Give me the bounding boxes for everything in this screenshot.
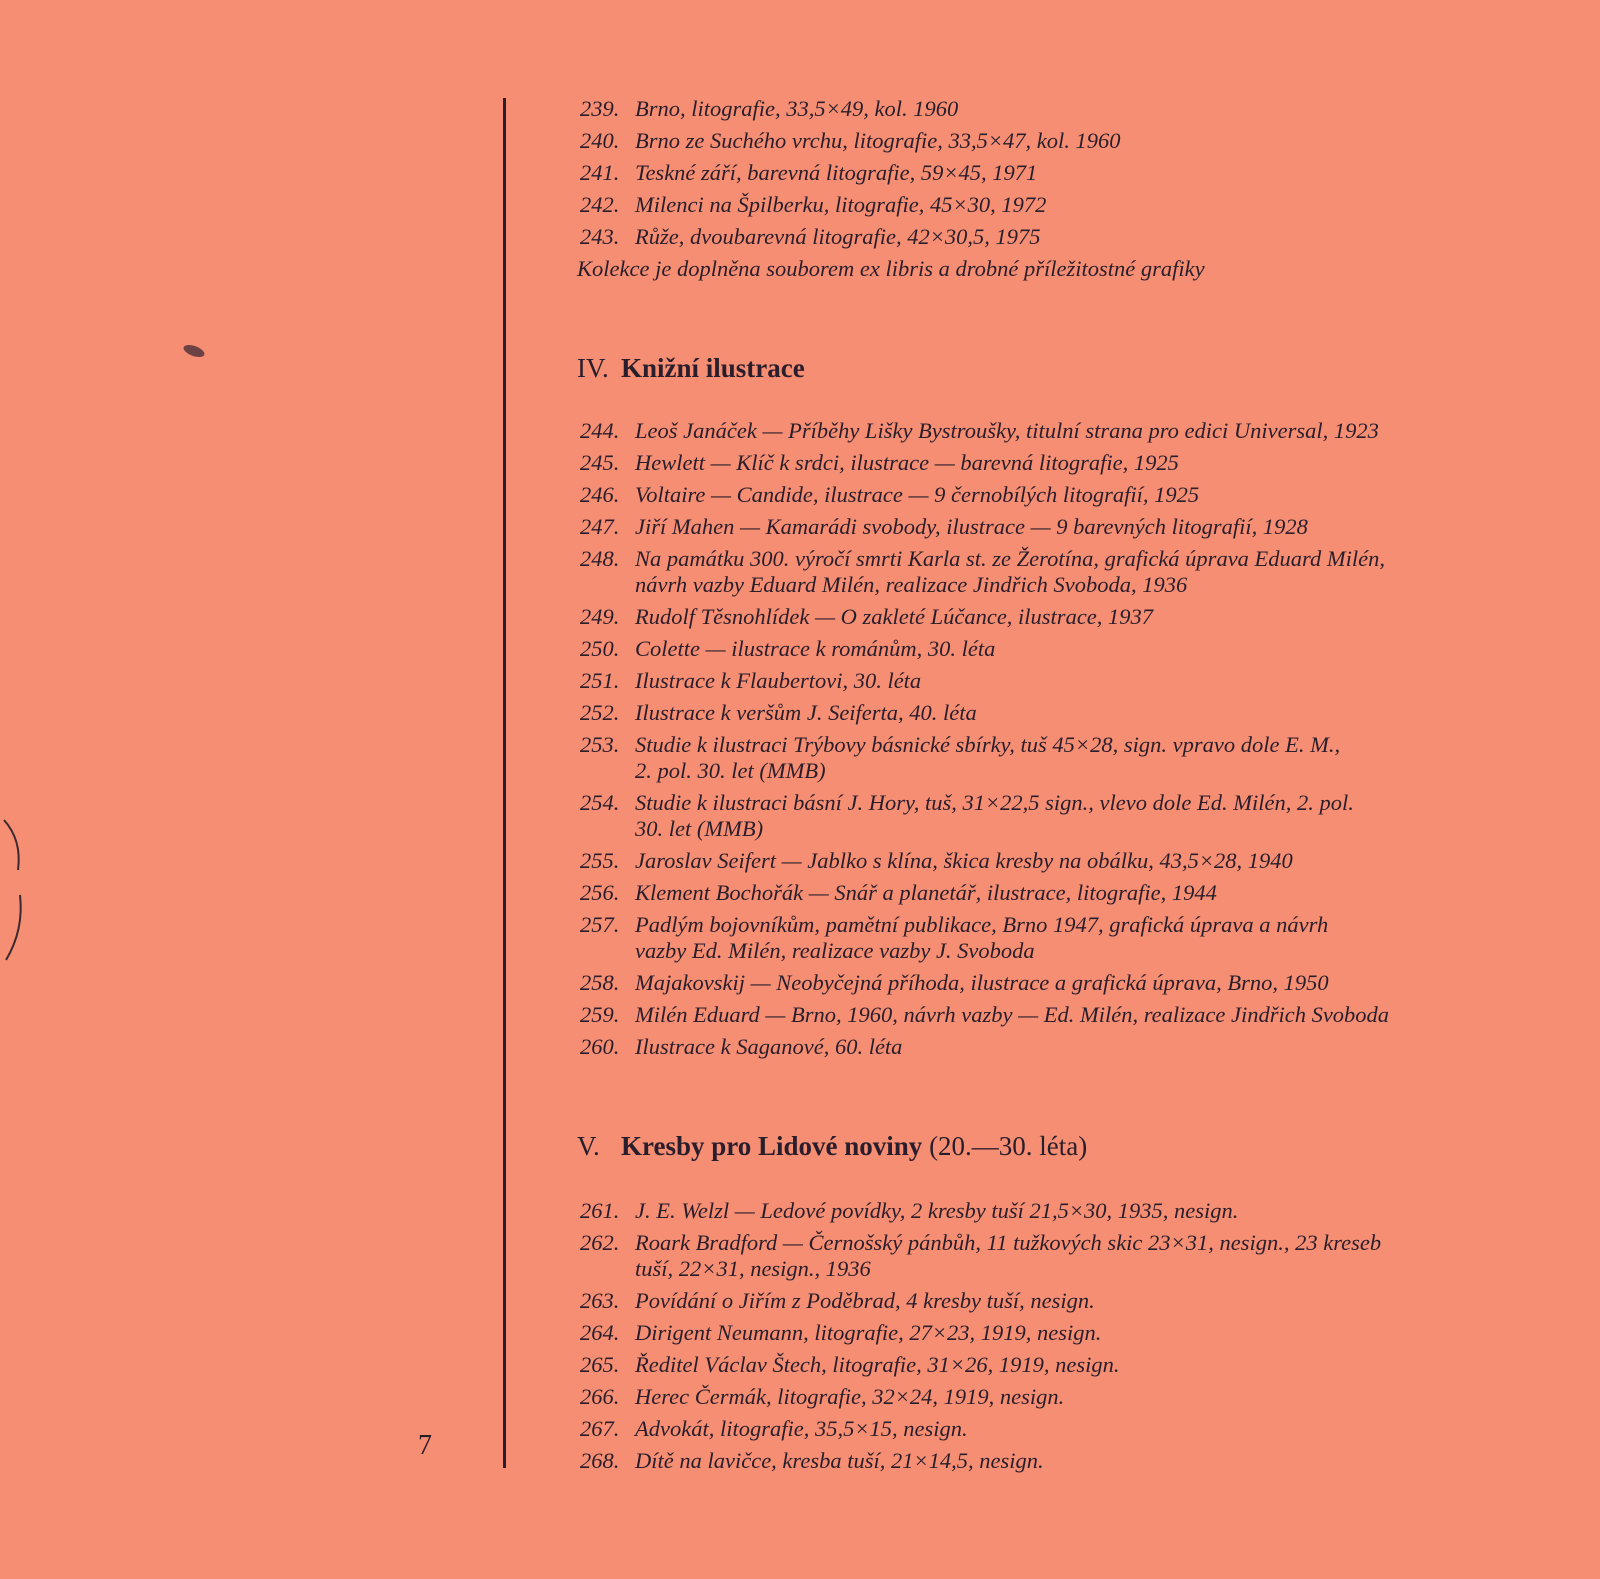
catalog-entry	[580, 1230, 1580, 1282]
entry-text	[635, 1352, 1580, 1378]
entry-text	[635, 700, 1580, 726]
entry-line: Ilustrace k veršům J. Seiferta, 40. léta	[635, 700, 977, 725]
entry-text	[635, 790, 1580, 842]
entry-line: Herec Čermák, litografie, 32×24, 1919, nesign.	[635, 1384, 1065, 1409]
entry-text	[635, 970, 1580, 996]
entry-text	[635, 546, 1580, 598]
catalog-entry	[580, 1198, 1580, 1224]
entry-line: J. E. Welzl — Ledové povídky, 2 kresby tuší 21,5×30, 1935, nesign.	[635, 1198, 1239, 1223]
entry-line: Majakovskij — Neobyčejná příhoda, ilustrace a grafická úprava, Brno, 1950	[635, 970, 1329, 995]
entry-text: Milenci na Špilberku, litografie, 45×30, 1972	[635, 192, 1047, 217]
entry-number: 254.	[580, 790, 620, 815]
section-numeral: V.	[577, 1131, 600, 1161]
entry-line: 2. pol. 30. let (MMB)	[635, 758, 826, 783]
entry-line: Leoš Janáček — Příběhy Lišky Bystroušky, titulní strana pro edici Universal, 1923	[635, 418, 1379, 443]
catalog-entry	[580, 1034, 1580, 1060]
catalog-entry	[580, 96, 1580, 122]
entry-text	[635, 732, 1580, 784]
entry-text	[635, 418, 1580, 444]
entry-text	[635, 1448, 1580, 1474]
entry-text	[635, 514, 1580, 540]
entry-line: Ilustrace k Saganové, 60. léta	[635, 1034, 903, 1059]
entry-number: 249.	[580, 604, 620, 629]
entry-line: Hewlett — Klíč k srdci, ilustrace — barevná litografie, 1925	[635, 450, 1179, 475]
entry-line: Jiří Mahen — Kamarádi svobody, ilustrace — 9 barevných litografií, 1928	[635, 514, 1308, 539]
entry-line: Ředitel Václav Štech, litografie, 31×26, 1919, nesign.	[635, 1352, 1120, 1377]
entry-number: 263.	[580, 1288, 620, 1313]
entry-number: 253.	[580, 732, 620, 757]
entry-number: 260.	[580, 1034, 620, 1059]
catalog-entry	[580, 790, 1580, 842]
entry-line: Studie k ilustraci básní J. Hory, tuš, 31×22,5 sign., vlevo dole Ed. Milén, 2. pol.	[635, 790, 1354, 815]
entry-number: 266.	[580, 1384, 620, 1409]
catalog-entry	[580, 1384, 1580, 1410]
entry-text	[635, 668, 1580, 694]
entry-line: tuší, 22×31, nesign., 1936	[635, 1256, 871, 1281]
entry-text	[635, 450, 1580, 476]
entry-number: 267.	[580, 1416, 620, 1441]
entry-text	[635, 880, 1580, 906]
entry-line: Dirigent Neumann, litografie, 27×23, 1919, nesign.	[635, 1320, 1102, 1345]
entry-line: 30. let (MMB)	[635, 816, 764, 841]
entry-line: Ilustrace k Flaubertovi, 30. léta	[635, 668, 922, 693]
catalog-entry	[580, 880, 1580, 906]
entry-number: 244.	[580, 418, 620, 443]
catalog-entry	[580, 450, 1580, 476]
entry-number: 257.	[580, 912, 620, 937]
entry-number: 246.	[580, 482, 620, 507]
entry-text: Teskné září, barevná litografie, 59×45, 1971	[635, 160, 1038, 185]
catalog-entry	[580, 604, 1580, 630]
binding-staple-marks	[0, 800, 40, 1000]
catalog-entry	[580, 128, 1580, 154]
illustration-list	[580, 418, 1580, 1060]
entry-text	[635, 1034, 1580, 1060]
entry-line: Studie k ilustraci Trýbovy básnické sbírky, tuš 45×28, sign. vpravo dole E. M.,	[635, 732, 1341, 757]
catalog-entry	[580, 700, 1580, 726]
entry-number: 239.	[580, 96, 620, 121]
entry-text	[635, 1320, 1580, 1346]
catalog-entry	[580, 1288, 1580, 1314]
entry-line: Na památku 300. výročí smrti Karla st. ze Žerotína, grafická úprava Eduard Milén,	[635, 546, 1385, 571]
catalog-entry	[580, 1416, 1580, 1442]
entry-text	[635, 636, 1580, 662]
catalog-entry	[580, 970, 1580, 996]
entry-text	[635, 1288, 1580, 1314]
entry-text	[635, 1198, 1580, 1224]
entry-number: 264.	[580, 1320, 620, 1345]
entry-text	[635, 848, 1580, 874]
catalog-entry	[580, 1448, 1580, 1474]
entry-number: 255.	[580, 848, 620, 873]
entry-line: Padlým bojovníkům, pamětní publikace, Brno 1947, grafická úprava a návrh	[635, 912, 1329, 937]
entry-number: 241.	[580, 160, 620, 185]
entry-number: 243.	[580, 224, 620, 249]
entry-line: Milén Eduard — Brno, 1960, návrh vazby — Ed. Milén, realizace Jindřich Svoboda	[635, 1002, 1390, 1027]
paper-speck	[182, 343, 206, 360]
catalog-entry	[580, 1320, 1580, 1346]
entry-number: 242.	[580, 192, 620, 217]
drawings-list	[580, 1198, 1580, 1474]
entry-line: Roark Bradford — Černošský pánbůh, 11 tužkových skic 23×31, nesign., 23 kreseb	[635, 1230, 1382, 1255]
vertical-rule	[503, 98, 506, 1468]
collection-note: Kolekce je doplněna souborem ex libris a drobné příležitostné grafiky	[577, 256, 1205, 281]
section-title-period: (20.—30. léta)	[929, 1131, 1088, 1161]
entry-number: 268.	[580, 1448, 620, 1473]
entry-text	[635, 604, 1580, 630]
entry-number: 250.	[580, 636, 620, 661]
entry-text	[635, 1416, 1580, 1442]
entry-text: Brno, litografie, 33,5×49, kol. 1960	[635, 96, 959, 121]
catalog-entry	[580, 224, 1580, 250]
entry-line: Voltaire — Candide, ilustrace — 9 černobílých litografií, 1925	[635, 482, 1200, 507]
catalog-entry	[580, 418, 1580, 444]
catalog-entry	[580, 514, 1580, 540]
entry-line: Jaroslav Seifert — Jablko s klína, škica kresby na obálku, 43,5×28, 1940	[635, 848, 1293, 873]
catalog-entry	[580, 1002, 1580, 1028]
entry-number: 256.	[580, 880, 620, 905]
entry-number: 259.	[580, 1002, 620, 1027]
catalog-entry	[580, 160, 1580, 186]
entry-number: 240.	[580, 128, 620, 153]
entry-line: vazby Ed. Milén, realizace vazby J. Svoboda	[635, 938, 1035, 963]
entry-text: Růže, dvoubarevná litografie, 42×30,5, 1975	[635, 224, 1041, 249]
catalog-entry	[580, 546, 1580, 598]
entry-text	[635, 482, 1580, 508]
catalog-entry	[580, 668, 1580, 694]
entry-number: 252.	[580, 700, 620, 725]
entry-line: Povídání o Jiřím z Poděbrad, 4 kresby tuší, nesign.	[635, 1288, 1095, 1313]
section-heading-v	[577, 1130, 1580, 1162]
entry-line: Colette — ilustrace k románům, 30. léta	[635, 636, 996, 661]
entry-line: Klement Bochořák — Snář a planetář, ilustrace, litografie, 1944	[635, 880, 1217, 905]
entry-line: Dítě na lavičce, kresba tuší, 21×14,5, nesign.	[635, 1448, 1044, 1473]
catalog-entry	[580, 732, 1580, 784]
entry-line: Advokát, litografie, 35,5×15, nesign.	[635, 1416, 968, 1441]
section-heading-iv	[577, 352, 1580, 384]
entry-text	[635, 1384, 1580, 1410]
entry-text	[635, 1002, 1580, 1028]
catalog-entry	[580, 482, 1580, 508]
entry-number: 247.	[580, 514, 620, 539]
catalog-content	[577, 96, 1580, 1480]
entry-number: 265.	[580, 1352, 620, 1377]
intro-list	[577, 96, 1580, 282]
catalog-entry	[580, 636, 1580, 662]
entry-text	[635, 1230, 1580, 1282]
section-numeral: IV.	[577, 353, 609, 383]
section-title: Knižní ilustrace	[621, 353, 805, 383]
entry-number: 261.	[580, 1198, 620, 1223]
entry-line: návrh vazby Eduard Milén, realizace Jindřich Svoboda, 1936	[635, 572, 1188, 597]
entry-number: 258.	[580, 970, 620, 995]
catalog-entry	[580, 912, 1580, 964]
entry-text	[635, 912, 1580, 964]
section-title-bold: Kresby pro Lidové noviny	[621, 1131, 923, 1161]
entry-number: 251.	[580, 668, 620, 693]
page-number: 7	[418, 1430, 432, 1461]
catalog-entry	[580, 1352, 1580, 1378]
catalog-entry	[580, 848, 1580, 874]
catalog-entry	[580, 192, 1580, 218]
entry-text: Brno ze Suchého vrchu, litografie, 33,5×47, kol. 1960	[635, 128, 1121, 153]
entry-number: 248.	[580, 546, 620, 571]
entry-number: 245.	[580, 450, 620, 475]
entry-number: 262.	[580, 1230, 620, 1255]
entry-line: Rudolf Těsnohlídek — O zakleté Lúčance, ilustrace, 1937	[635, 604, 1154, 629]
